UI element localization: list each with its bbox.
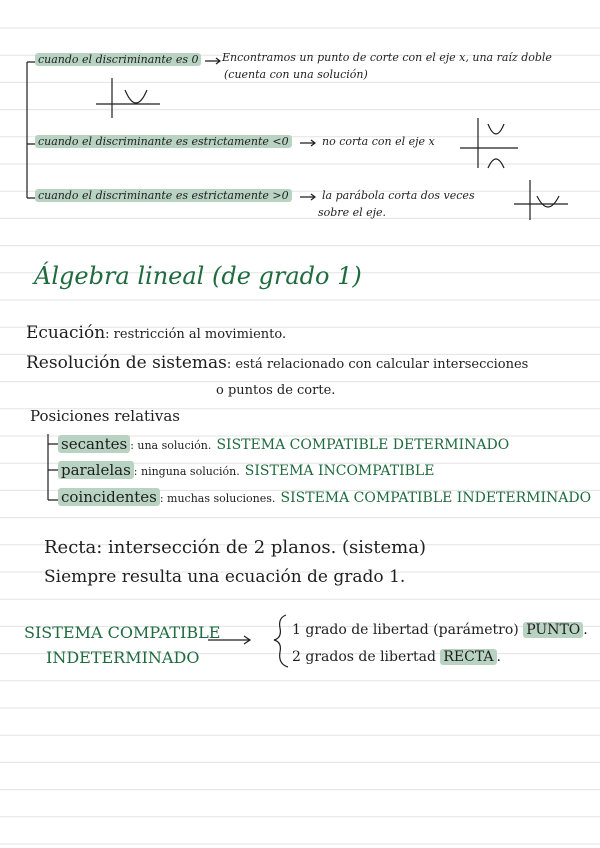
sci-line-2: INDETERMINADO [46, 648, 200, 667]
sci-line-1: SISTEMA COMPATIBLE [24, 623, 221, 642]
arrow-icon [300, 140, 315, 146]
ecuacion-line: Ecuación: restricción al movimiento. [26, 323, 287, 343]
recta-line-1: Recta: intersección de 2 planos. (sistema) [44, 537, 426, 558]
arrow-icon [205, 58, 220, 64]
disc-neg-result: no corta con el eje x [322, 135, 435, 148]
parabola-icon [488, 124, 504, 134]
disc-zero-result-1: Encontramos un punto de corte con el eje x, una raíz doble [222, 51, 552, 64]
bracket-line [27, 62, 35, 198]
curly-brace [274, 615, 288, 667]
resolucion-line: Resolución de sistemas: está relacionado con calcular intersecciones [26, 353, 529, 373]
resolucion-line-2: o puntos de corte. [216, 383, 336, 398]
posicion-item: paralelas : ninguna solución. SISTEMA INCOMPATIBLE [58, 460, 434, 479]
list-bracket [48, 434, 58, 500]
recta-line-2: Siempre resulta una ecuación de grado 1. [44, 567, 406, 587]
arrow-icon [300, 194, 315, 200]
posicion-item: secantes : una solución. SISTEMA COMPATIBLE DETERMINADO [58, 434, 509, 453]
disc-pos-result-1: la parábola corta dos veces [322, 189, 475, 202]
disc-pos-result-2: sobre el eje. [318, 206, 387, 219]
sci-option-1: 1 grado de libertad (parámetro) PUNTO . [292, 622, 588, 638]
disc-pos-label: cuando el discriminante es estrictamente >0 [35, 189, 292, 202]
disc-zero-result-2: (cuenta con una solución) [224, 68, 368, 81]
sci-option-2: 2 grados de libertad RECTA . [292, 649, 501, 665]
parabola-icon [125, 90, 147, 103]
disc-zero-label: cuando el discriminante es 0 [35, 53, 201, 66]
parabola-icon [537, 196, 559, 207]
parabola-icon [488, 159, 504, 168]
disc-neg-label: cuando el discriminante es estrictamente <0 [35, 135, 292, 148]
page-title: Álgebra lineal (de grado 1) [34, 262, 362, 290]
posiciones-heading: Posiciones relativas [30, 407, 180, 425]
posicion-item: coincidentes : muchas soluciones. SISTEMA COMPATIBLE INDETERMINADO [58, 487, 591, 506]
